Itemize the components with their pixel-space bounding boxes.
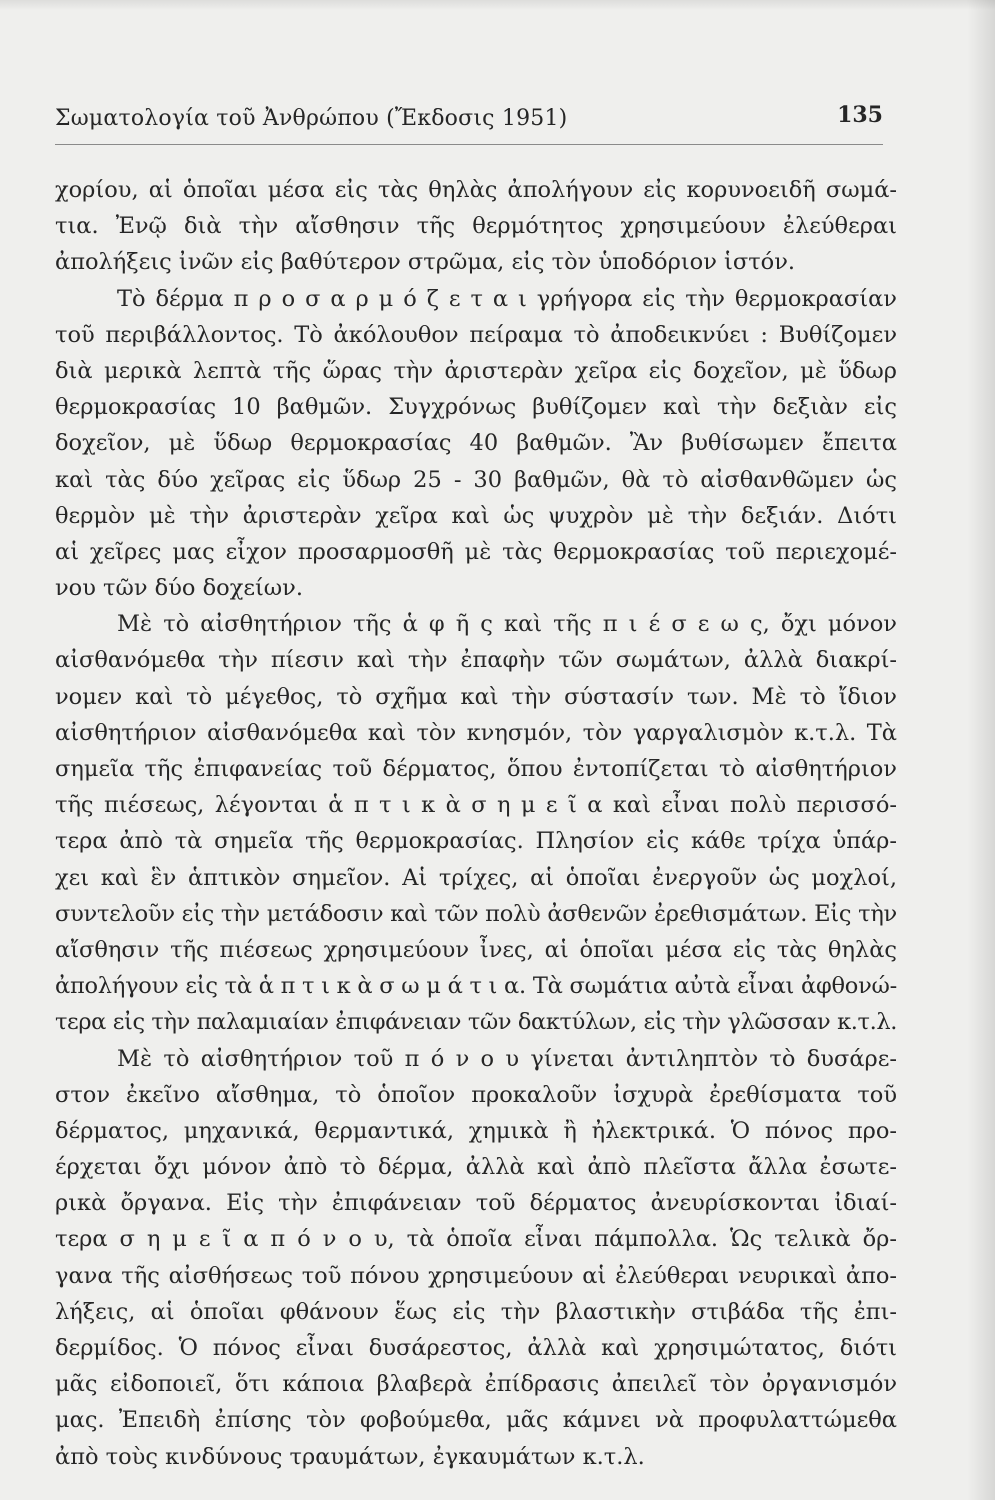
text-line: τια. Ἐνῷ διὰ τὴν αἴσθησιν τῆς θερμότητος χρησιμεύουν ἐλεύθεραι bbox=[55, 213, 897, 240]
text-line: θερμοκρασίας 10 βαθμῶν. Συγχρόνως βυθίζομεν καὶ τὴν δεξιὰν εἰς bbox=[55, 394, 897, 421]
body-text bbox=[55, 172, 897, 1475]
text-line: νου τῶν δύο δοχείων. bbox=[55, 575, 303, 602]
page-top-edge bbox=[0, 0, 995, 10]
text-line: τερα σ η μ ε ῖ α π ό ν ο υ, τὰ ὁποῖα εἶναι πάμπολλα. Ὡς τελικὰ ὄρ- bbox=[55, 1226, 897, 1253]
text-line: δέρματος, μηχανικά, θερμαντικά, χημικὰ ἢ ἠλεκτρικά. Ὁ πόνος προ- bbox=[55, 1117, 897, 1144]
text-line: χορίου, αἱ ὁποῖαι μέσα εἰς τὰς θηλὰς ἀπολήγουν εἰς κορυνοειδῆ σωμά- bbox=[55, 177, 897, 203]
text-line: νομεν καὶ τὸ μέγεθος, τὸ σχῆμα καὶ τὴν σύστασίν των. Μὲ τὸ ἴδιον bbox=[55, 683, 897, 710]
text-line: αἰσθανόμεθα τὴν πίεσιν καὶ τὴν ἐπαφὴν τῶν σωμάτων, ἀλλὰ διακρί- bbox=[55, 647, 897, 674]
text-line: τῆς πιέσεως, λέγονται ἁ π τ ι κ ὰ σ η μ ε ῖ α καὶ εἶναι πολὺ περισσό- bbox=[55, 792, 897, 819]
text-line: μας. Ἐπειδὴ ἐπίσης τὸν φοβούμεθα, μᾶς κάμνει νὰ προφυλαττώμεθα bbox=[55, 1407, 897, 1434]
text-line: Τὸ δέρμα π ρ ο σ α ρ μ ό ζ ε τ α ι γρήγορα εἰς τὴν θερμοκρασίαν bbox=[117, 285, 897, 312]
text-line: έρχεται ὄχι μόνον ἀπὸ τὸ δέρμα, ἀλλὰ καὶ ἀπὸ πλεῖστα ἄλλα ἐσωτε- bbox=[55, 1154, 897, 1181]
text-line: μᾶς εἰδοποιεῖ, ὅτι κάποια βλαβερὰ ἐπίδρασις ἀπειλεῖ τὸν ὀργανισμόν bbox=[55, 1371, 897, 1398]
text-line: ἀπολήξεις ἰνῶν εἰς βαθύτερον στρῶμα, εἰς τὸν ὑποδόριον ἱστόν. bbox=[55, 249, 796, 276]
text-line: διὰ μερικὰ λεπτὰ τῆς ὥρας τὴν ἀριστερὰν χεῖρα εἰς δοχεῖον, μὲ ὕδωρ bbox=[55, 357, 897, 384]
text-line: δοχεῖον, μὲ ὕδωρ θερμοκρασίας 40 βαθμῶν. Ἂν βυθίσωμεν ἔπειτα bbox=[55, 430, 897, 457]
text-line: τερα ἀπὸ τὰ σημεῖα τῆς θερμοκρασίας. Πλησίον εἰς κάθε τρίχα ὑπάρ- bbox=[55, 828, 897, 855]
page-edge-shadow bbox=[967, 0, 995, 1500]
running-header bbox=[55, 98, 883, 145]
text-line: Μὲ τὸ αἰσθητήριον τοῦ π ό ν ο υ γίνεται ἀντιληπτὸν τὸ δυσάρε- bbox=[117, 1045, 897, 1072]
text-line: τερα εἰς τὴν παλαμιαίαν ἐπιφάνειαν τῶν δακτύλων, εἰς τὴν γλῶσσαν κ.τ.λ. bbox=[55, 1009, 897, 1036]
text-line: σημεῖα τῆς ἐπιφανείας τοῦ δέρματος, ὅπου ἐντοπίζεται τὸ αἰσθητήριον bbox=[55, 756, 897, 782]
text-line: καὶ τὰς δύο χεῖρας εἰς ὕδωρ 25 - 30 βαθμῶν, θὰ τὸ αἰσθανθῶμεν ὡς bbox=[55, 466, 897, 493]
text-line: ἀπολήγουν εἰς τὰ ἁ π τ ι κ ὰ σ ω μ ά τ ι α. Τὰ σωμάτια αὐτὰ εἶναι ἀφθονώ- bbox=[55, 973, 897, 1000]
text-line: Μὲ τὸ αἰσθητήριον τῆς ἁ φ ῆ ς καὶ τῆς π ι έ σ ε ω ς, ὄχι μόνον bbox=[117, 611, 897, 638]
text-line: χει καὶ ἓν ἁπτικὸν σημεῖον. Αἱ τρίχες, αἱ ὁποῖαι ἐνεργοῦν ὡς μοχλοί, bbox=[55, 864, 897, 891]
text-line: λήξεις, αἱ ὁποῖαι φθάνουν ἕως εἰς τὴν βλαστικὴν στιβάδα τῆς ἐπι- bbox=[55, 1298, 897, 1325]
text-line: στον ἐκεῖνο αἴσθημα, τὸ ὁποῖον προκαλοῦν ἰσχυρὰ ἐρεθίσματα τοῦ bbox=[55, 1081, 897, 1108]
text-line: ρικὰ ὄργανα. Εἰς τὴν ἐπιφάνειαν τοῦ δέρματος ἀνευρίσκονται ἰδιαί- bbox=[55, 1190, 897, 1217]
text-line: αἱ χεῖρες μας εἶχον προσαρμοσθῆ μὲ τὰς θερμοκρασίας τοῦ περιεχομέ- bbox=[55, 538, 897, 565]
text-line: θερμὸν μὲ τὴν ἀριστερὰν χεῖρα καὶ ὡς ψυχρὸν μὲ τὴν δεξιάν. Διότι bbox=[55, 502, 897, 529]
page-number: 135 bbox=[837, 102, 883, 128]
text-line: δερμίδος. Ὁ πόνος εἶναι δυσάρεστος, ἀλλὰ καὶ χρησιμώτατος, διότι bbox=[55, 1335, 897, 1361]
text-line: ἀπὸ τοὺς κινδύνους τραυμάτων, ἐγκαυμάτων κ.τ.λ. bbox=[55, 1443, 645, 1470]
text-line: αἰσθητήριον αἰσθανόμεθα καὶ τὸν κνησμόν, τὸν γαργαλισμὸν κ.τ.λ. Τὰ bbox=[55, 719, 897, 746]
text-line: συντελοῦν εἰς τὴν μετάδοσιν καὶ τῶν πολὺ ἀσθενῶν ἐρεθισμάτων. Εἰς τὴν bbox=[55, 900, 897, 927]
text-line: γανα τῆς αἰσθήσεως τοῦ πόνου χρησιμεύουν αἱ ἐλεύθεραι νευρικαὶ ἀπο- bbox=[55, 1262, 897, 1289]
text-line: τοῦ περιβάλλοντος. Τὸ ἀκόλουθον πείραμα τὸ ἀποδεικνύει : Βυθίζομεν bbox=[55, 321, 897, 348]
running-title: Σωματολογία τοῦ Ἀνθρώπου (Ἔκδοσις 1951) bbox=[55, 106, 568, 131]
text-line: αἴσθησιν τῆς πιέσεως χρησιμεύουν ἶνες, αἱ ὁποῖαι μέσα εἰς τὰς θηλὰς bbox=[55, 936, 897, 963]
